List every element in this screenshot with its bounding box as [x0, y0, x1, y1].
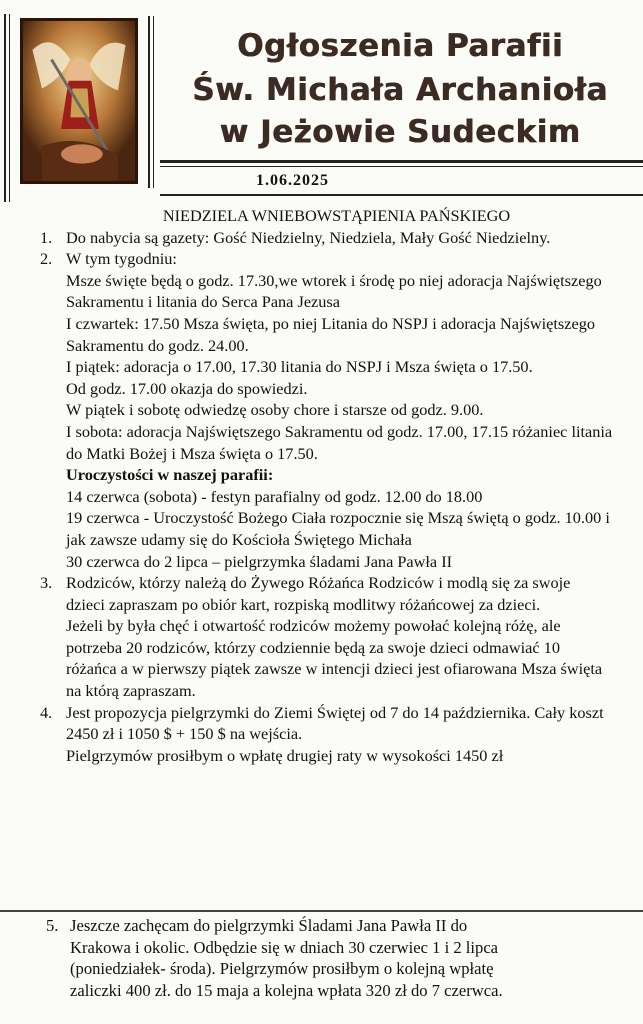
item-paragraph: I sobota: adoracja Najświętszego Sakramentu od godz. 17.00, 17.15 różaniec litania do Matki Bożej i Msza święta o 17.50. [66, 421, 613, 463]
item-number: 1. [40, 227, 53, 247]
item-paragraph: Rodziców, którzy należą do Żywego Różańca Rodziców i modlą się za swoje dzieci zapraszam po obiór kart, rozpiską modlitwy różańcowej za dzieci. [66, 573, 571, 614]
item-paragraph: Pielgrzymów prosiłbym o wpłatę drugiej raty w wysokości 1450 zł [66, 745, 504, 765]
item-paragraph: W tym tygodniu: [66, 249, 177, 269]
date-rule [160, 194, 643, 196]
item-paragraph: I piątek: adoracja o 17.00, 17.30 litania do NSPJ i Msza święta o 17.50. [66, 357, 533, 377]
item-line: Jeszcze zachęcam do pielgrzymki Śladami Jana Pawła II do [70, 916, 468, 935]
item-number: 3. [40, 573, 53, 593]
saint-michael-painting [20, 18, 138, 184]
announcement-item-4 [0, 702, 643, 767]
item-paragraph: 19 czerwca - Uroczystość Bożego Ciała rozpocznie się Mszą świętą o godz. 10.00 i jak zawsze udamy się do Kościoła Świętego Michała [66, 508, 610, 549]
title-line-1: Ogłoszenia Parafii [236, 28, 564, 64]
announcement-item-2 [0, 248, 643, 572]
title-line-2: Św. Michała Archanioła [192, 72, 608, 108]
item-paragraph: W piątek i sobotę odwiedzę osoby chore i starsze od godz. 9.00. [66, 400, 484, 420]
announcements-body [0, 205, 643, 766]
announcement-date: 1.06.2025 [256, 172, 329, 189]
left-border-rule-thin [9, 14, 10, 202]
item-paragraph: 14 czerwca (sobota) - festyn parafialny od godz. 12.00 do 18.00 [66, 486, 483, 506]
item-line: (poniedziałek- środa). Pielgrzymów prosiłbym o kolejną wpłatę [70, 959, 494, 978]
item-paragraph: I czwartek: 17.50 Msza święta, po niej Litania do NSPJ i adoracja Najświętszego Sakramentu do godz. 24.00. [66, 313, 595, 355]
item-paragraph: Jeżeli by była chęć i otwartość rodziców możemy powołać kolejną różę, ale potrzeba 20 rodziców, którzy codziennie będą za swoje dzieci odmawiać 10 różańca a w pierwszy piątek zawsze w intencji dzieci jest ofiarowana Msza święta na którą zapraszam. [66, 616, 603, 701]
item-number: 5. [46, 916, 59, 935]
announcement-item-1 [0, 227, 643, 249]
section-separator [0, 910, 643, 912]
header-rule-thick [160, 160, 643, 163]
item-paragraph: Msze święte będą o godz. 17.30,we wtorek i środę po niej adoracja Najświętszego Sakramentu i litania do Serca Pana Jezusa [66, 270, 602, 312]
vertical-rule [148, 16, 150, 188]
item-paragraph: Od godz. 17.00 okazja do spowiedzi. [66, 378, 308, 398]
left-border-rule [4, 14, 6, 202]
feasts-heading: Uroczystości w naszej parafii: [66, 465, 274, 485]
item-line: zaliczki 400 zł. do 15 maja a kolejna wpłata 320 zł do 7 czerwca. [70, 980, 503, 1000]
item-number: 2. [40, 249, 53, 269]
section-heading: NIEDZIELA WNIEBOWSTĄPIENIA PAŃSKIEGO [162, 206, 511, 225]
header-rule-thin [160, 166, 643, 167]
title-line-3: w Jeżowie Sudeckim [219, 114, 581, 150]
header [0, 0, 643, 200]
announcement-item-5 [0, 915, 643, 1001]
item-paragraph: Do nabycia są gazety: Gość Niedzielny, Niedziela, Mały Gość Niedzielny. [66, 227, 551, 247]
item-line: Krakowa i okolic. Odbędzie się w dniach 30 czerwiec 1 i 2 lipca [70, 937, 499, 957]
item-paragraph: Jest propozycja pielgrzymki do Ziemi Świętej od 7 do 14 października. Cały koszt 2450 zł i 1050 $ + 150 $ na wejścia. [66, 702, 604, 744]
announcement-item-3 [0, 572, 643, 702]
item-number: 4. [40, 702, 53, 722]
vertical-rule-thin [153, 16, 154, 188]
item-paragraph: 30 czerwca do 2 lipca – pielgrzymka śladami Jana Pawła II [66, 551, 453, 571]
